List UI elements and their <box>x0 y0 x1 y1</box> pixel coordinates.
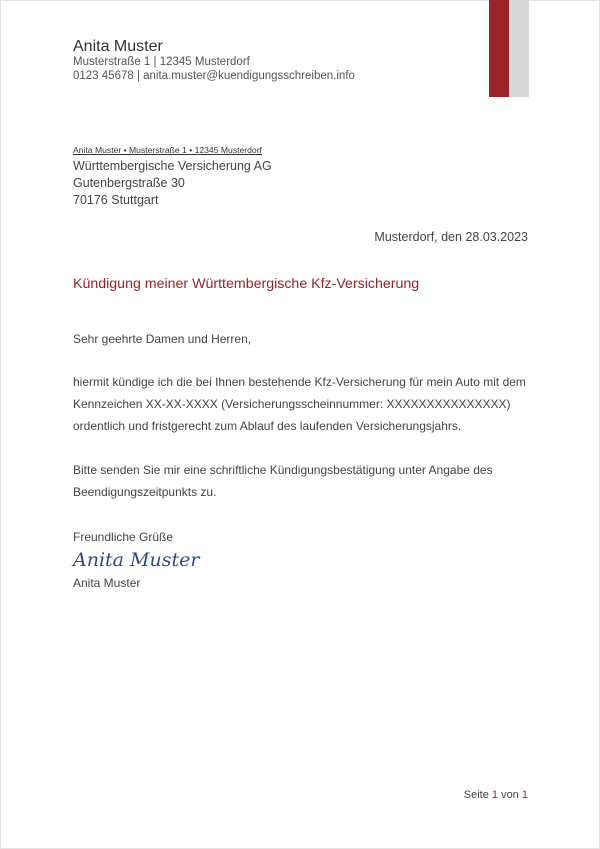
recipient-street: Gutenbergstraße 30 <box>73 176 185 190</box>
sender-contact: 0123 45678 | anita.muster@kuendigungsschreiben.info <box>73 70 355 82</box>
place-and-date: Musterdorf, den 28.03.2023 <box>374 230 528 244</box>
body-line: Beendigungszeitpunkts zu. <box>73 485 217 499</box>
total-pages-number: 1 <box>521 789 528 801</box>
recipient-city: 70176 Stuttgart <box>73 193 159 207</box>
sender-address: Musterstraße 1 | 12345 Musterdorf <box>73 56 250 68</box>
header-accent-red-bar <box>489 0 509 97</box>
body-line: Bitte senden Sie mir eine schriftliche Kündigungsbestätigung unter Angabe des <box>73 463 493 477</box>
handwritten-signature: Anita Muster <box>73 549 200 571</box>
letter-subject: Kündigung meiner Württembergische Kfz-Versicherung <box>73 276 420 292</box>
body-line: hiermit kündige ich die bei Ihnen bestehende Kfz-Versicherung für mein Auto mit dem <box>73 375 526 389</box>
recipient-company: Württembergische Versicherung AG <box>73 159 272 173</box>
page-label: Seite <box>463 789 489 801</box>
sender-name: Anita Muster <box>73 38 163 55</box>
of-label: von <box>501 789 519 801</box>
return-address-line: Anita Muster • Musterstraße 1 • 12345 Musterdorf <box>73 145 262 155</box>
body-line: ordentlich und fristgerecht zum Ablauf des laufenden Versicherungsjahrs. <box>73 419 462 433</box>
salutation: Sehr geehrte Damen und Herren, <box>73 332 252 346</box>
current-page-number: 1 <box>491 789 498 801</box>
body-paragraph-2 <box>73 459 493 503</box>
page-footer <box>464 789 528 801</box>
signer-name: Anita Muster <box>73 576 141 590</box>
body-line: Kennzeichen XX-XX-XXXX (Versicherungsscheinnummer: XXXXXXXXXXXXXXX) <box>73 397 511 411</box>
body-paragraph-1 <box>73 371 526 437</box>
closing-greeting: Freundliche Grüße <box>73 530 174 544</box>
recipient-address <box>73 158 272 209</box>
header-accent-gray-bar <box>509 0 529 97</box>
